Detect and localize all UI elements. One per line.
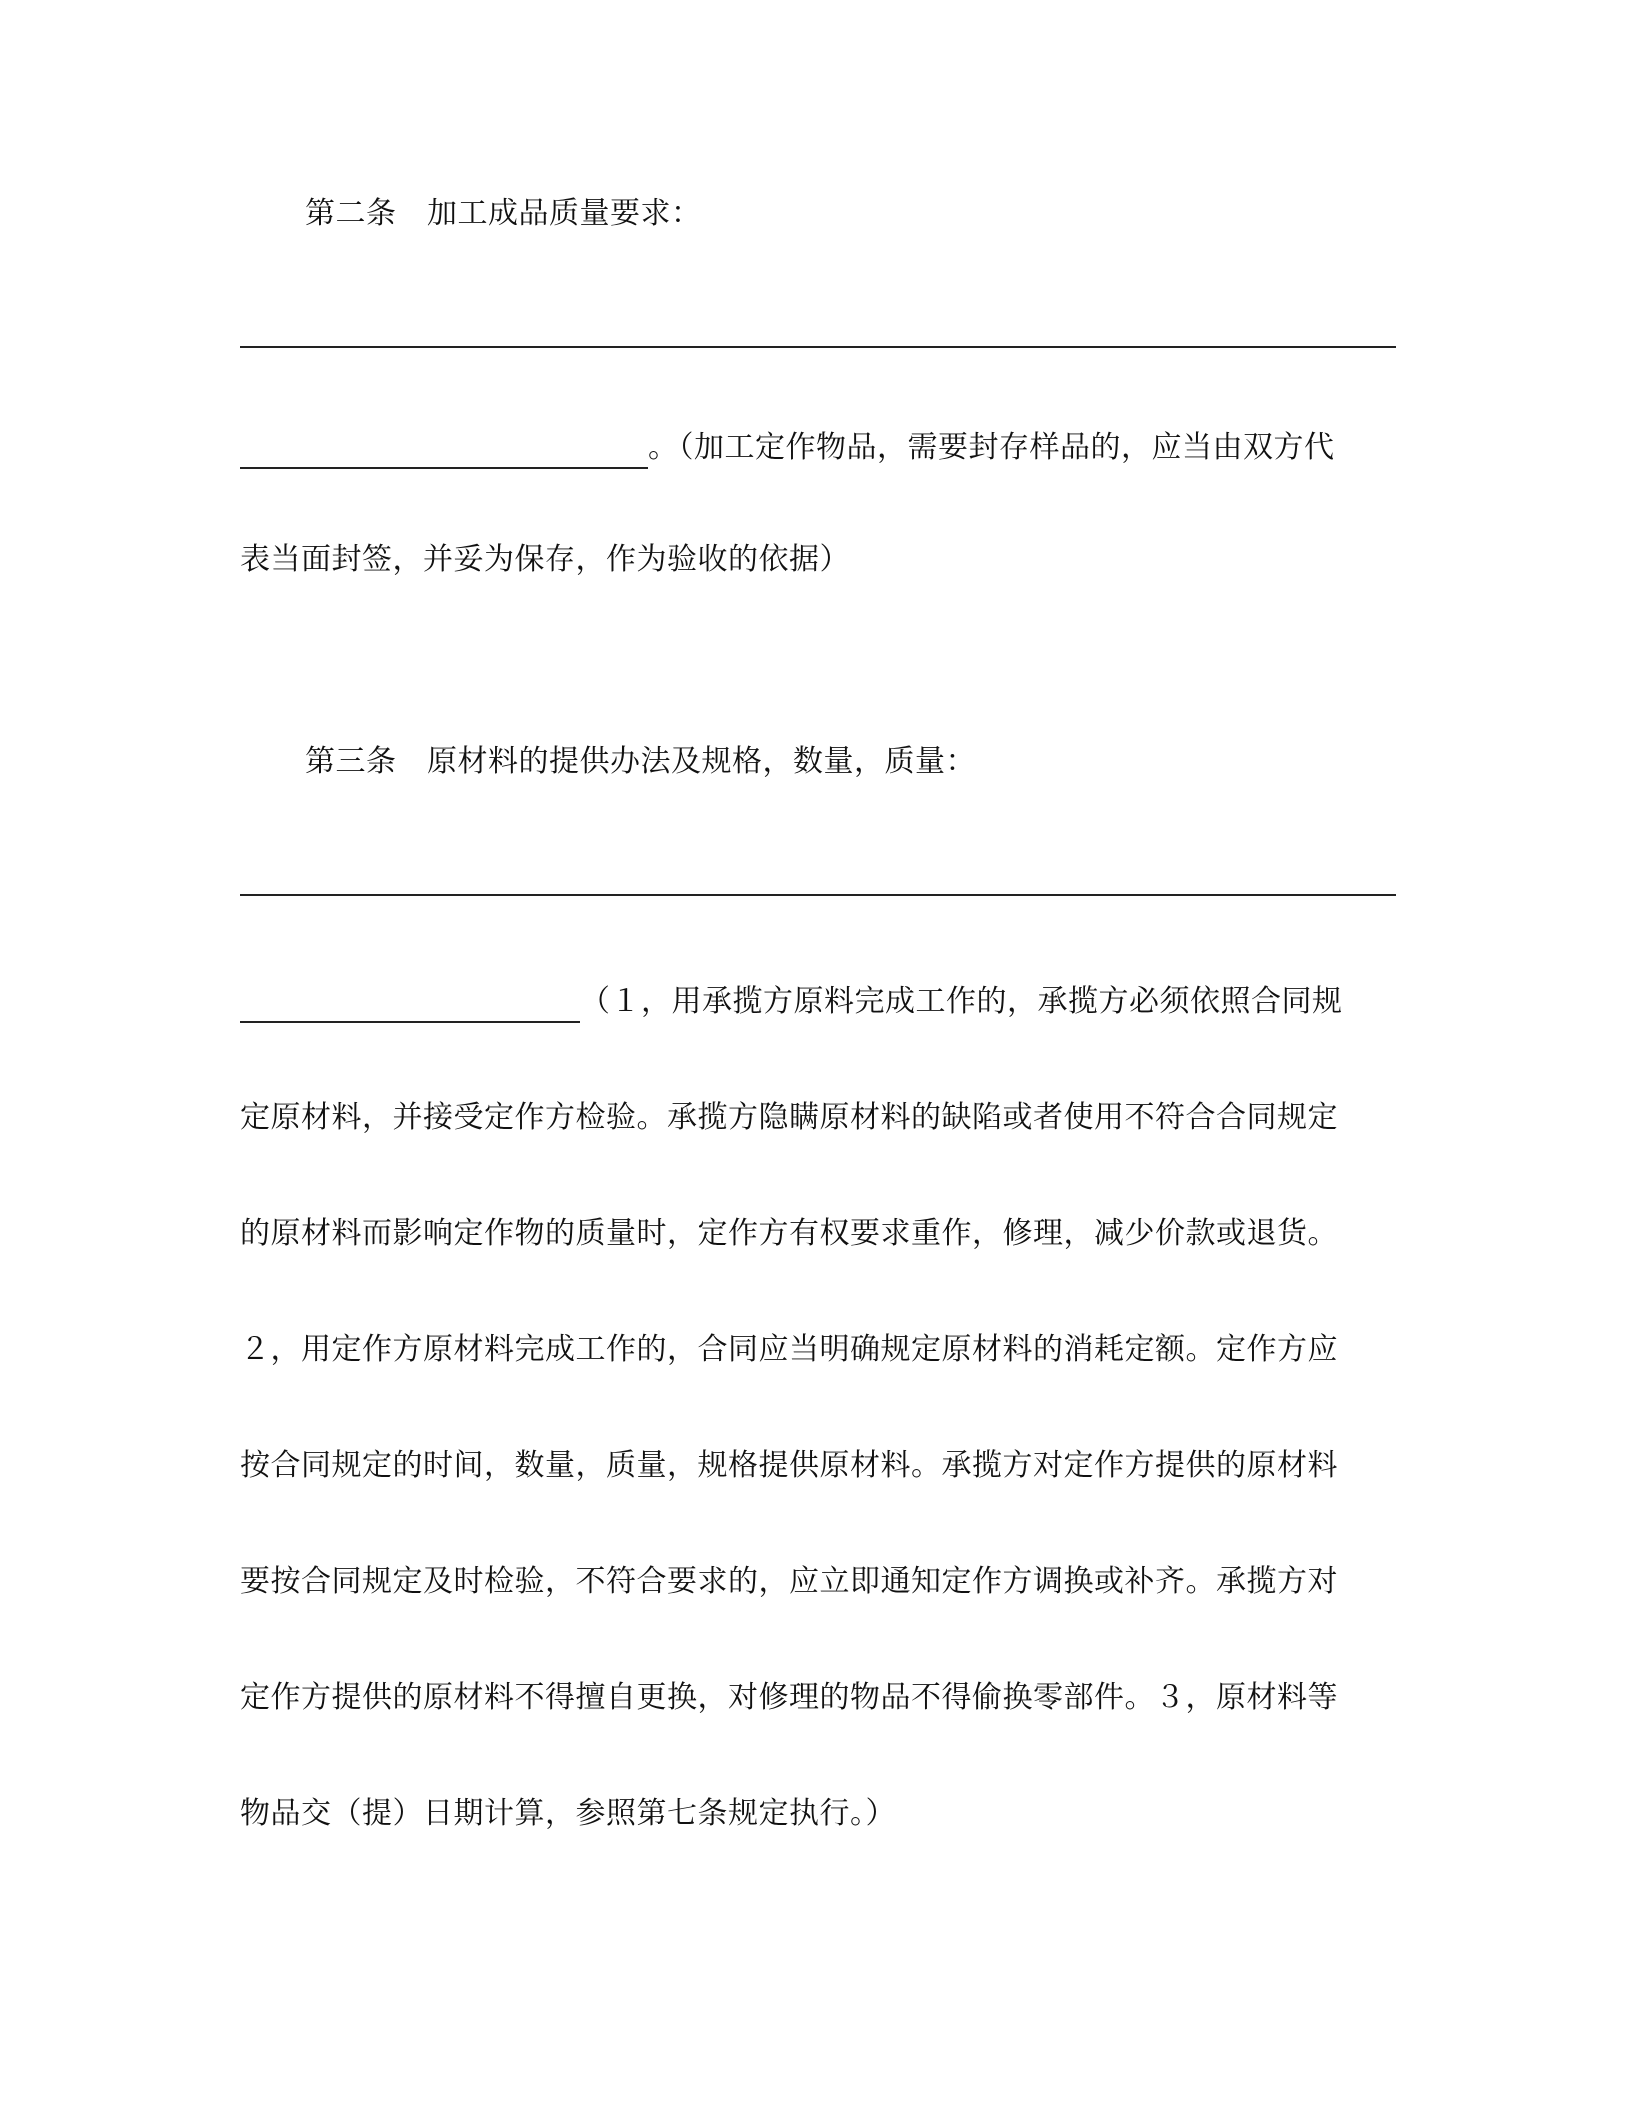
article-3-line-4: 的原材料而影响定作物的质量时，定作方有权要求重作，修理，减少价款或退货。 bbox=[240, 1216, 1338, 1251]
article-2-blank-line-1 bbox=[240, 346, 1396, 348]
article-2-blank-line-2 bbox=[240, 467, 648, 469]
article-2-line-2-text: 。（加工定作物品，需要封存样品的，应当由双方代 bbox=[648, 430, 1335, 465]
article-3-blank-line-1 bbox=[240, 894, 1396, 896]
article-2-line-3: 表当面封签，并妥为保存，作为验收的依据） bbox=[240, 542, 850, 577]
article-3-line-5: ２，用定作方原材料完成工作的，合同应当明确规定原材料的消耗定额。定作方应 bbox=[240, 1332, 1338, 1367]
article-3-line-2 bbox=[240, 978, 1396, 1026]
article-3-heading: 第三条 原材料的提供办法及规格，数量，质量： bbox=[305, 744, 976, 779]
article-3-line-7: 要按合同规定及时检验，不符合要求的，应立即通知定作方调换或补齐。承揽方对 bbox=[240, 1564, 1338, 1599]
article-2-heading: 第二条 加工成品质量要求： bbox=[305, 196, 702, 231]
article-2-line-2 bbox=[240, 424, 1396, 472]
article-3-blank-line-2 bbox=[240, 1021, 580, 1023]
article-3-line-6: 按合同规定的时间，数量，质量，规格提供原材料。承揽方对定作方提供的原材料 bbox=[240, 1448, 1338, 1483]
article-3-line-2-text: （１，用承揽方原料完成工作的，承揽方必须依照合同规 bbox=[580, 984, 1343, 1019]
article-3-line-3: 定原材料，并接受定作方检验。承揽方隐瞒原材料的缺陷或者使用不符合合同规定 bbox=[240, 1100, 1338, 1135]
article-3-line-9: 物品交（提）日期计算，参照第七条规定执行。） bbox=[240, 1796, 896, 1831]
article-3-line-8: 定作方提供的原材料不得擅自更换，对修理的物品不得偷换零部件。３，原材料等 bbox=[240, 1680, 1338, 1715]
